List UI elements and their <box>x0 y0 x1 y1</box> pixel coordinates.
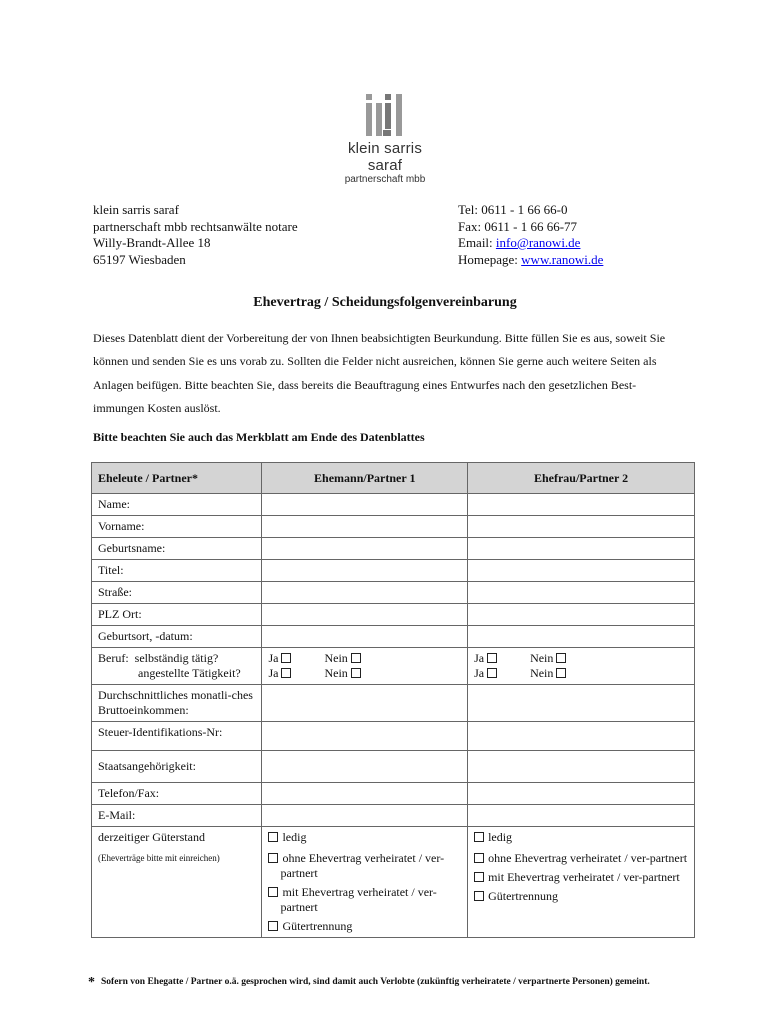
partner-2-input[interactable] <box>468 805 695 827</box>
table-row <box>92 582 695 604</box>
field-label: Geburtsname: <box>92 538 262 560</box>
partner-1-beruf: Ja Nein Ja Nein <box>262 648 468 685</box>
checkbox-ja-selbst-p1[interactable] <box>281 653 291 663</box>
logo-sub: partnerschaft mbb <box>344 174 426 185</box>
table-row <box>92 783 695 805</box>
field-label: E-Mail: <box>92 805 262 827</box>
table-row <box>92 751 695 783</box>
table-row <box>92 494 695 516</box>
partner-1-input[interactable] <box>262 604 468 626</box>
table-row <box>92 722 695 751</box>
checkbox-nein-selbst-p1[interactable] <box>351 653 361 663</box>
header-partner-2: Ehefrau/Partner 2 <box>468 463 695 494</box>
option-ledig-p1[interactable]: ledig <box>268 830 461 845</box>
checkbox-icon[interactable] <box>474 872 484 882</box>
gueterstand-label: derzeitiger Güterstand <box>98 830 205 844</box>
footnote <box>88 975 650 991</box>
homepage-link[interactable]: www.ranowi.de <box>521 251 604 267</box>
table-row <box>92 538 695 560</box>
partner-1-input[interactable] <box>262 805 468 827</box>
footnote-star: * <box>88 975 95 990</box>
checkbox-icon[interactable] <box>268 853 278 863</box>
table-row <box>92 604 695 626</box>
checkbox-nein-angestellt-p1[interactable] <box>351 668 361 678</box>
checkbox-nein-angestellt-p2[interactable] <box>556 668 566 678</box>
income-row <box>92 685 695 722</box>
table-header-row <box>92 463 695 494</box>
partner-1-input[interactable] <box>262 626 468 648</box>
contact-email-label: Email: <box>458 235 496 250</box>
contact-email-row <box>458 235 603 252</box>
header-eheleute: Eheleute / Partner* <box>92 463 262 494</box>
option-guetertrennung-p2[interactable]: Gütertrennung <box>474 889 688 904</box>
checkbox-ja-angestellt-p1[interactable] <box>281 668 291 678</box>
option-ohne-ehevertrag-p2[interactable]: ohne Ehevertrag verheiratet / ver-partnert <box>474 851 688 866</box>
field-label: Telefon/Fax: <box>92 783 262 805</box>
beruf-line-1: Beruf: selbständig tätig? <box>98 651 219 665</box>
contact-homepage-row <box>458 252 603 269</box>
data-sheet-table <box>91 462 695 938</box>
contact-block <box>458 202 603 268</box>
document-title: Ehevertrag / Scheidungsfolgenvereinbarung <box>253 295 517 310</box>
partner-2-input[interactable] <box>468 582 695 604</box>
partner-2-input[interactable] <box>468 751 695 783</box>
gueterstand-note: (Eheverträge bitte mit einreichen) <box>98 853 220 863</box>
intro-paragraph: Dieses Datenblatt dient der Vorbereitung der von Ihnen beabsichtigten Beurkundung. Bitte füllen Sie es aus, soweit Sie können und senden Sie es uns vorab zu. Sollten die Felder nicht ausreichen, können Sie gerne auch weitere Seiten als Anlagen beifügen. Bitte beachten Sie, dass bereits die Beauftragung eines Entwurfes nach den gesetzlichen Best-immungen Kosten auslöst. <box>93 331 666 415</box>
address-line: 65197 Wiesbaden <box>93 251 186 267</box>
option-ledig-p2[interactable]: ledig <box>474 830 688 845</box>
option-mit-ehevertrag-p1[interactable]: mit Ehevertrag verheiratet / ver-partnert <box>268 885 461 915</box>
address-line: klein sarris saraf <box>93 202 179 217</box>
checkbox-icon[interactable] <box>474 891 484 901</box>
partner-1-input[interactable] <box>262 751 468 783</box>
partner-2-input[interactable] <box>468 626 695 648</box>
partner-1-input[interactable] <box>262 722 468 751</box>
partner-1-input[interactable] <box>262 516 468 538</box>
option-ohne-ehevertrag-p1[interactable]: ohne Ehevertrag verheiratet / ver-partnert <box>268 851 461 881</box>
field-label: Staatsangehörigkeit: <box>92 751 262 783</box>
beruf-line-2: angestellte Tätigkeit? <box>138 666 241 680</box>
table-row <box>92 805 695 827</box>
checkbox-ja-selbst-p2[interactable] <box>487 653 497 663</box>
logo-mark-icon <box>363 94 407 138</box>
logo-name: klein sarris saraf <box>347 140 423 174</box>
address-block <box>93 202 298 268</box>
field-label: Straße: <box>92 582 262 604</box>
contact-tel: Tel: 0611 - 1 66 66-0 <box>458 202 568 217</box>
partner-1-gueterstand <box>262 827 468 938</box>
table-row <box>92 560 695 582</box>
field-label: Vorname: <box>92 516 262 538</box>
gueterstand-label-cell <box>92 827 262 938</box>
partner-1-input[interactable] <box>262 560 468 582</box>
checkbox-icon[interactable] <box>268 832 278 842</box>
gueterstand-row <box>92 827 695 938</box>
partner-2-input[interactable] <box>468 783 695 805</box>
field-label: Titel: <box>92 560 262 582</box>
header-partner-1: Ehemann/Partner 1 <box>262 463 468 494</box>
merkblatt-hint: Bitte beachten Sie auch das Merkblatt am Ende des Datenblattes <box>93 430 425 444</box>
partner-1-input[interactable] <box>262 494 468 516</box>
partner-2-input[interactable] <box>468 538 695 560</box>
beruf-label-cell <box>92 648 262 685</box>
partner-2-gueterstand <box>468 827 695 938</box>
checkbox-icon[interactable] <box>268 887 278 897</box>
field-label: Durchschnittliches monatli-ches Bruttoeinkommen: <box>92 685 262 722</box>
checkbox-icon[interactable] <box>268 921 278 931</box>
field-label: PLZ Ort: <box>92 604 262 626</box>
partner-1-input[interactable] <box>262 582 468 604</box>
partner-2-beruf: Ja Nein Ja Nein <box>468 648 695 685</box>
partner-2-input[interactable] <box>468 516 695 538</box>
checkbox-icon[interactable] <box>474 853 484 863</box>
field-label: Geburtsort, -datum: <box>92 626 262 648</box>
partner-2-input[interactable] <box>468 560 695 582</box>
option-mit-ehevertrag-p2[interactable]: mit Ehevertrag verheiratet / ver-partnert <box>474 870 688 885</box>
table-row <box>92 516 695 538</box>
footnote-text: Sofern von Ehegatte / Partner o.ä. gesprochen wird, sind damit auch Verlobte (zukünftig verheiratete / verpartnerte Personen) gemeint. <box>101 977 650 987</box>
beruf-row <box>92 648 695 685</box>
checkbox-icon[interactable] <box>474 832 484 842</box>
partner-1-input[interactable] <box>262 685 468 722</box>
partner-1-input[interactable] <box>262 783 468 805</box>
partner-2-input[interactable] <box>468 722 695 751</box>
table-row <box>92 626 695 648</box>
checkbox-ja-angestellt-p2[interactable] <box>487 668 497 678</box>
address-line: Willy-Brandt-Allee 18 <box>93 235 211 250</box>
contact-fax: Fax: 0611 - 1 66 66-77 <box>458 218 578 234</box>
email-link[interactable]: info@ranowi.de <box>495 235 581 250</box>
partner-1-input[interactable] <box>262 538 468 560</box>
logo <box>330 94 440 185</box>
option-guetertrennung-p1[interactable]: Gütertrennung <box>268 919 461 934</box>
partner-2-input[interactable] <box>468 685 695 722</box>
field-label: Name: <box>92 494 262 516</box>
contact-homepage-label: Homepage: <box>458 251 522 267</box>
address-line: partnerschaft mbb rechtsanwälte notare <box>93 218 298 234</box>
partner-2-input[interactable] <box>468 604 695 626</box>
partner-2-input[interactable] <box>468 494 695 516</box>
checkbox-nein-selbst-p2[interactable] <box>556 653 566 663</box>
field-label: Steuer-Identifikations-Nr: <box>92 722 262 751</box>
